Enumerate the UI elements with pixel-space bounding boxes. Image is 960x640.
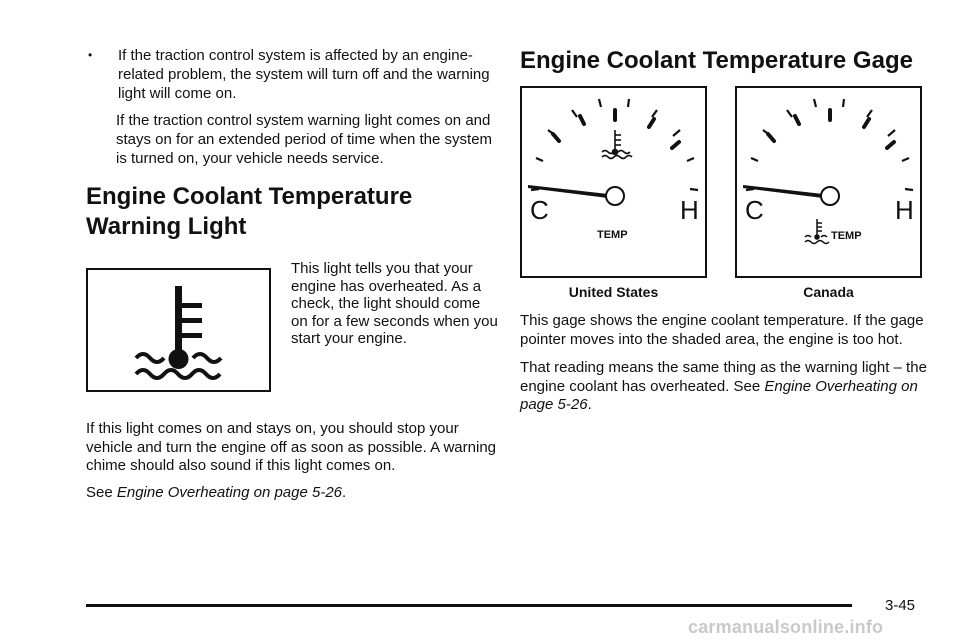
cross-reference-link[interactable]: Engine Overheating on page 5-26: [116, 483, 343, 501]
temp-label: TEMP: [831, 230, 862, 242]
hot-label: H: [895, 195, 914, 225]
bullet-item: [86, 46, 496, 103]
coolant-temperature-icon: [602, 130, 632, 159]
hot-label: H: [680, 195, 699, 225]
gauge-dial-canada: [737, 88, 920, 276]
coolant-temperature-icon: [88, 270, 269, 390]
gauge-canada: [735, 86, 922, 278]
reading-suffix: .: [587, 396, 592, 413]
gauge-illustrations: [520, 86, 930, 306]
warning-light-illustration: [86, 268, 271, 392]
see-reference-paragraph: [86, 484, 496, 503]
caption-canada: Canada: [803, 284, 854, 300]
caption-united-states: United States: [568, 284, 659, 300]
heading-line-2: Warning Light: [86, 213, 247, 240]
gage-reading-paragraph: [520, 359, 930, 415]
temp-label: TEMP: [597, 229, 628, 241]
cross-reference-link[interactable]: Engine Overheating on page 5-26: [520, 377, 918, 413]
right-column: [520, 46, 930, 415]
watermark: carmanualsonline.info: [688, 617, 884, 637]
indented-paragraph: If the traction control system warning light comes on and stays on for an extended period of time when the system is turned on, your vehicle needs service.: [116, 112, 493, 167]
see-prefix: See: [86, 483, 117, 501]
warning-light-description: This light tells you that your engine has overheated. As a check, the light should come on for a few seconds when you start your engine.: [291, 260, 498, 347]
body-paragraph: If this light comes on and stays on, you should stop your vehicle and turn the engine off as soon as possible. A warning chime should also sound if this light comes on.: [86, 420, 497, 474]
cold-label: C: [530, 195, 549, 225]
left-column: [86, 46, 496, 502]
footer-rule: [86, 604, 852, 607]
bullet-marker: •: [88, 48, 93, 62]
section-heading-warning-light: [86, 182, 496, 242]
cold-label: C: [745, 195, 764, 225]
gage-description-paragraph: This gage shows the engine coolant temperature. If the gage pointer moves into the shaded area, the engine is too hot.: [520, 312, 924, 348]
page-number: 3-45: [885, 597, 916, 614]
heading-line-1: Engine Coolant Temperature: [86, 183, 413, 210]
coolant-temperature-icon: [805, 219, 829, 244]
reading-prefix: That reading means the same thing as the warning light – the engine coolant has overheated. See: [520, 359, 927, 395]
bullet-text: If the traction control system is affected by an engine-related problem, the system will turn off and the warning light will come on.: [118, 47, 490, 102]
section-heading-gage: Engine Coolant Temperature Gage: [520, 47, 913, 74]
gauge-dial-us: [522, 88, 705, 276]
gauge-united-states: [520, 86, 707, 278]
see-suffix: .: [342, 483, 347, 501]
warning-light-block: [86, 260, 496, 400]
